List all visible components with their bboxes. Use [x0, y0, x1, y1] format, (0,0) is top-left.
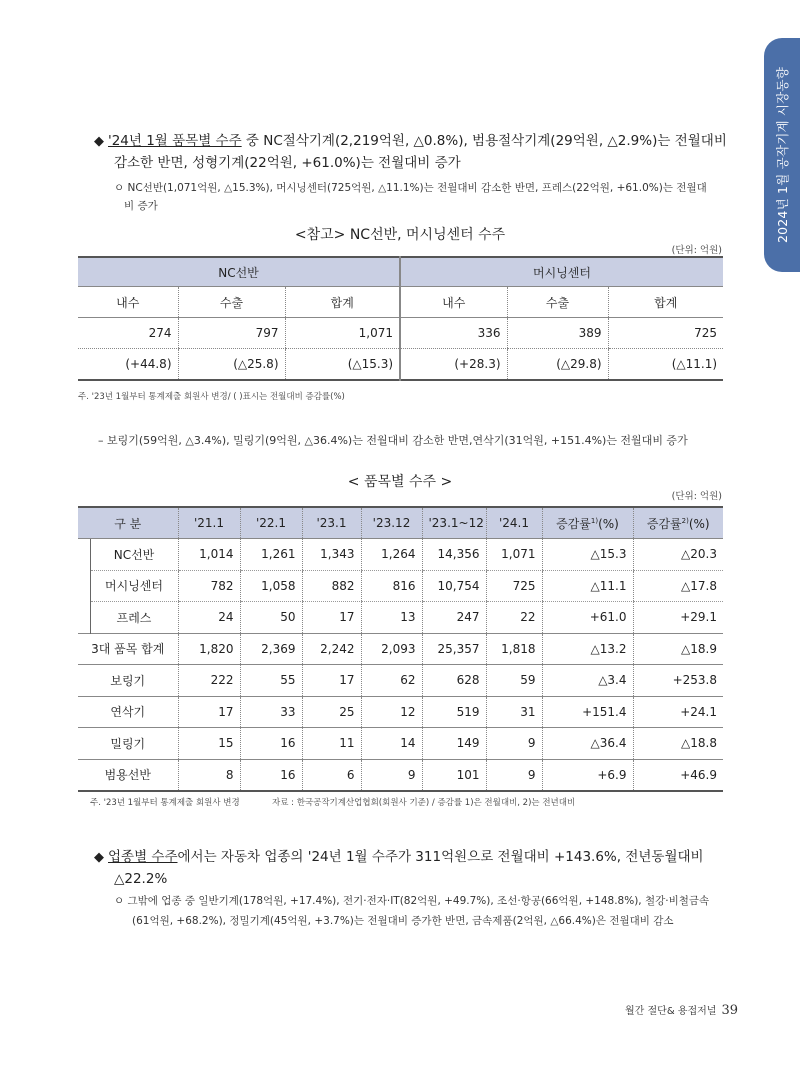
table-cell: 22	[486, 602, 542, 634]
table-cell: △20.3	[633, 539, 723, 571]
table-cell: 101	[422, 759, 486, 791]
table-cell: 8	[178, 759, 240, 791]
col-23-1: '23.1	[302, 507, 361, 539]
table-cell: +29.1	[633, 602, 723, 634]
table-cell: 1,071	[285, 318, 400, 349]
col-21-1: '21.1	[178, 507, 240, 539]
table-cell: (+28.3)	[400, 349, 507, 381]
table-cell: +253.8	[633, 665, 723, 697]
col-change-yoy	[633, 507, 723, 539]
table-cell: 782	[178, 570, 240, 602]
table-cell: 1,014	[178, 539, 240, 571]
table-cell: 816	[361, 570, 422, 602]
table-cell: 25	[302, 696, 361, 728]
table-cell: 11	[302, 728, 361, 760]
table-row	[78, 728, 723, 760]
sub2-line1: ㅇ 그밖에 업종 중 일반기계(178억원, +17.4%), 전기·전자·IT(82억원, +49.7%), 조선·항공(66억원, +148.8%), 철강·비철금속	[114, 895, 710, 907]
table-cell: (△15.3)	[285, 349, 400, 381]
table-cell: 13	[361, 602, 422, 634]
para2-text: 에서는 자동차 업종의 '24년 1월 수주가 311억원으로 전월대비 +143.6%, 전년동월대비	[177, 849, 704, 865]
table-cell: 882	[302, 570, 361, 602]
table-cell: 1,818	[486, 633, 542, 665]
table-cell: (△29.8)	[507, 349, 608, 381]
table-cell: 725	[486, 570, 542, 602]
table-row	[78, 633, 723, 665]
table-cell: △3.4	[542, 665, 633, 697]
col-export: 수출	[178, 287, 285, 318]
col-23-12: '23.12	[361, 507, 422, 539]
table-cell: 15	[178, 728, 240, 760]
magazine-name: 월간 절단& 용접저널	[625, 1006, 717, 1017]
col-23-1-12: '23.1~12	[422, 507, 486, 539]
table-cell: +61.0	[542, 602, 633, 634]
para1-lead: '24년 1월 품목별 수주	[108, 133, 242, 149]
table-cell: 628	[422, 665, 486, 697]
table-cell: 1,058	[240, 570, 302, 602]
col-22-1: '22.1	[240, 507, 302, 539]
table2-note-left: 주. '23년 1월부터 통계제출 회원사 변경	[90, 798, 240, 808]
para1-line2: 감소한 반면, 성형기계(22억원, +61.0%)는 전월대비 증가	[114, 155, 461, 171]
table2-note-right: 자료 : 한국공작기계산업협회(회원사 기준) / 증감률 1)은 전월대비, 2)는 전년대비	[272, 798, 576, 808]
orders-by-item-table	[78, 506, 723, 792]
group-nc-lathe: NC선반	[78, 257, 400, 287]
table-cell: (△25.8)	[178, 349, 285, 381]
table-cell: +46.9	[633, 759, 723, 791]
sub2-line2: (61억원, +68.2%), 정밀기계(45억원, +3.7%)는 전월대비 증가한 반면, 금속제품(2억원, △66.4%)은 전월대비 감소	[132, 915, 674, 927]
indent-spacer	[78, 602, 90, 634]
table-cell: 149	[422, 728, 486, 760]
table-cell: 1,071	[486, 539, 542, 571]
row-label: 연삭기	[78, 696, 178, 728]
diamond-bullet-icon: ◆	[94, 850, 104, 865]
table1-group-header	[78, 257, 723, 287]
footnote-mark: 1)	[590, 516, 599, 525]
side-tab-label: 2024년 1월 공작기계 시장동향	[775, 66, 790, 244]
row-label: 3대 품목 합계	[78, 633, 178, 665]
table-cell: 12	[361, 696, 422, 728]
page-number: 39	[721, 1003, 738, 1018]
table-cell: 1,261	[240, 539, 302, 571]
table-cell: 24	[178, 602, 240, 634]
table-cell: 725	[608, 318, 723, 349]
row-label: 머시닝센터	[90, 570, 178, 602]
table-cell: (+44.8)	[125, 357, 172, 371]
table-cell: △11.1	[542, 570, 633, 602]
table-cell: 1,343	[302, 539, 361, 571]
table-cell: 17	[178, 696, 240, 728]
table-cell: (△11.1)	[608, 349, 723, 381]
header-unit: (%)	[598, 516, 619, 531]
table1-note: 주. '23년 1월부터 통계제출 회원사 변경/ ( )표시는 전월대비 증감률(%)	[78, 392, 345, 402]
table-row	[78, 696, 723, 728]
header-unit: (%)	[688, 516, 710, 531]
table-cell: 14,356	[422, 539, 486, 571]
para1-text: 중 NC절삭기계(2,219억원, △0.8%), 범용절삭기계(29억원, △2.9%)는 전월대비	[241, 133, 727, 149]
table-cell: 16	[240, 759, 302, 791]
row-label: 범용선반	[104, 768, 151, 783]
sub1-line1: ㅇ NC선반(1,071억원, △15.3%), 머시닝센터(725억원, △11.1%)는 전월대비 감소한 반면, 프레스(22억원, +61.0%)는 전월대	[114, 182, 707, 194]
table-cell: 2,369	[240, 633, 302, 665]
para2-lead: 업종별 수주	[108, 849, 178, 865]
row-label: 보링기	[78, 665, 178, 697]
table-cell: △13.2	[542, 633, 633, 665]
bullet-paragraph-1	[94, 130, 734, 153]
table-row	[78, 665, 723, 697]
group-machining-center: 머시닝센터	[400, 257, 723, 287]
table-cell: 55	[240, 665, 302, 697]
table-cell: 247	[422, 602, 486, 634]
col-export: 수출	[507, 287, 608, 318]
table-cell: 222	[178, 665, 240, 697]
table1-unit: (단위: 억원)	[671, 245, 722, 256]
table-cell: +6.9	[542, 759, 633, 791]
table1-caption: <참고> NC선반, 머시닝센터 수주	[294, 227, 506, 243]
table-cell: 1,264	[361, 539, 422, 571]
header-text: 증감률	[556, 516, 591, 531]
table2-caption: < 품목별 수주 >	[347, 474, 453, 490]
table-cell: △17.8	[633, 570, 723, 602]
table-cell: △36.4	[542, 728, 633, 760]
table2-unit: (단위: 억원)	[671, 491, 722, 502]
row-label: 밀링기	[78, 728, 178, 760]
row-label: NC선반	[90, 539, 178, 571]
table-cell: 50	[240, 602, 302, 634]
table-cell: 797	[178, 318, 285, 349]
page-footer	[625, 1002, 738, 1018]
table-cell: 389	[507, 318, 608, 349]
dash-line: – 보링기(59억원, △3.4%), 밀링기(9억원, △36.4%)는 전월대비 감소한 반면,연삭기(31억원, +151.4%)는 전월대비 증가	[98, 434, 688, 447]
table-cell: 17	[302, 665, 361, 697]
table-cell: 59	[486, 665, 542, 697]
col-total: 합계	[608, 287, 723, 318]
row-label: 프레스	[90, 602, 178, 634]
table-cell: 62	[361, 665, 422, 697]
table-cell: 2,242	[302, 633, 361, 665]
col-domestic: 내수	[400, 287, 507, 318]
col-category: 구 분	[78, 507, 178, 539]
table-cell: △18.9	[633, 633, 723, 665]
table-cell: 519	[422, 696, 486, 728]
table-cell: △15.3	[542, 539, 633, 571]
header-text: 증감률	[646, 516, 682, 531]
table-cell: 14	[361, 728, 422, 760]
table1-sub-header	[78, 287, 723, 318]
table-row	[78, 539, 723, 571]
table-cell: 9	[361, 759, 422, 791]
table-cell: 336	[400, 318, 507, 349]
table-cell: 274	[78, 318, 178, 349]
col-total: 합계	[285, 287, 400, 318]
table-cell: 17	[302, 602, 361, 634]
bullet-paragraph-2	[94, 846, 744, 869]
table-row	[78, 602, 723, 634]
footnote-mark: 2)	[681, 516, 689, 525]
table-row	[78, 570, 723, 602]
table-cell: 25,357	[422, 633, 486, 665]
table-cell: 33	[240, 696, 302, 728]
diamond-bullet-icon: ◆	[94, 134, 104, 149]
table-cell: 9	[486, 759, 542, 791]
table1-changes-row	[78, 349, 723, 381]
table-cell: 16	[240, 728, 302, 760]
table-cell: 1,820	[178, 633, 240, 665]
table-cell: △18.8	[633, 728, 723, 760]
table-cell: 10,754	[422, 570, 486, 602]
table-cell: 2,093	[361, 633, 422, 665]
table-row	[78, 759, 723, 791]
nc-machining-orders-table	[78, 256, 723, 381]
col-change-mom	[542, 507, 633, 539]
col-domestic: 내수	[78, 287, 178, 318]
table1-values-row	[78, 318, 723, 349]
table-cell: 31	[486, 696, 542, 728]
indent-spacer	[78, 539, 90, 571]
para2-line2: △22.2%	[114, 871, 168, 887]
table2-header-row	[78, 507, 723, 539]
col-24-1: '24.1	[486, 507, 542, 539]
indent-spacer	[78, 570, 90, 602]
table-cell: +24.1	[633, 696, 723, 728]
table-cell: 9	[486, 728, 542, 760]
table-cell: +151.4	[542, 696, 633, 728]
sub1-line2: 비 증가	[124, 200, 158, 212]
table-cell: 6	[302, 759, 361, 791]
